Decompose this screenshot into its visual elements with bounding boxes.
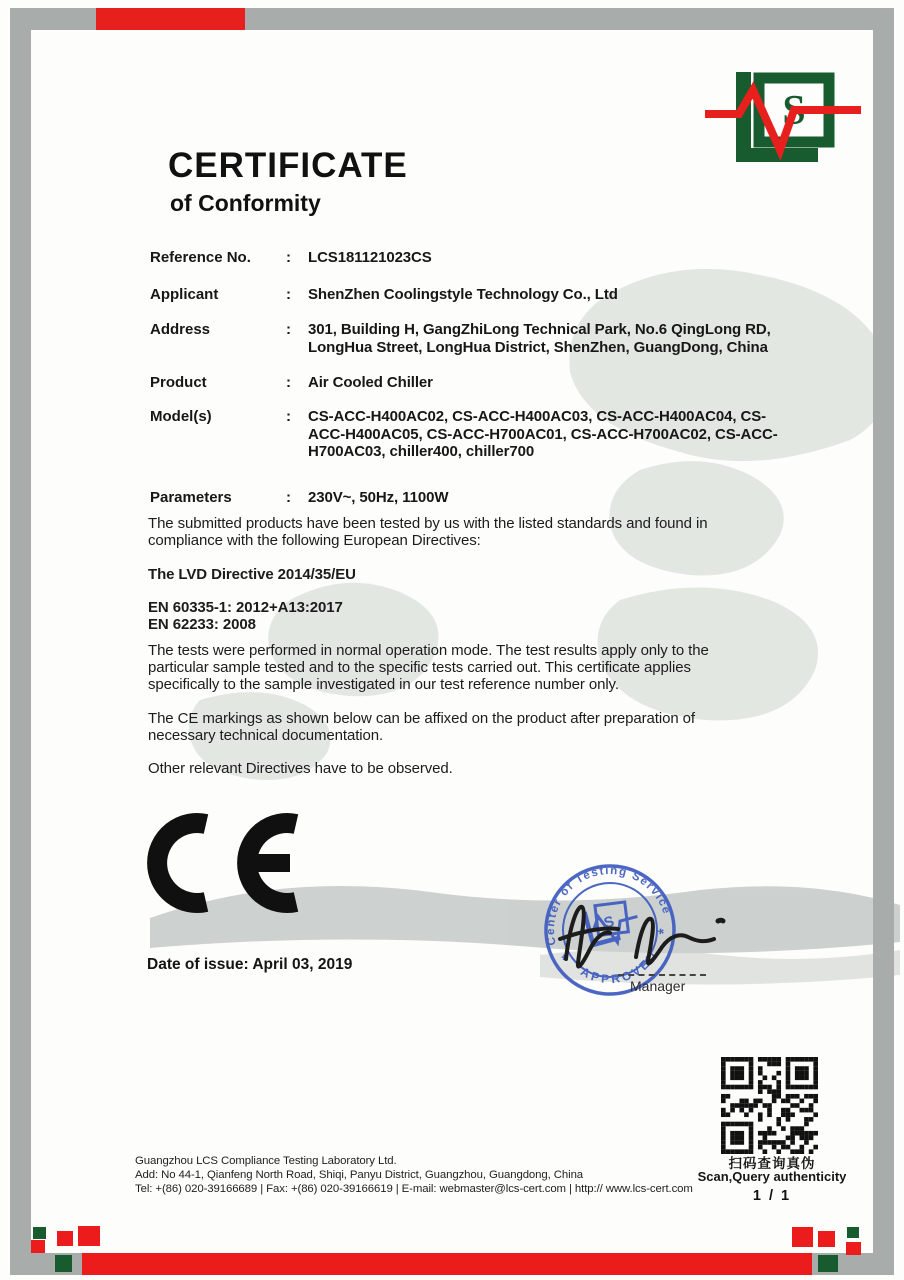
stamp-arc-bottom-text: APPROVED — [578, 947, 661, 987]
field-value: LCS181121023CS — [308, 249, 432, 266]
field-separator: : — [286, 286, 291, 303]
field-row-models — [150, 408, 790, 461]
intro-paragraph: The submitted products have been tested by us with the listed standards and found in compliance with the following European Directives: — [148, 515, 708, 549]
deco-square-red — [31, 1240, 45, 1253]
deco-square-red — [57, 1231, 73, 1246]
other-directives-paragraph: Other relevant Directives have to be observed. — [148, 760, 453, 777]
field-value: 301, Building H, GangZhiLong Technical Park, No.6 QingLong RD, LongHua Street, LongHua District, ShenZhen, GuangDong, China — [308, 321, 771, 356]
field-value: 230V~, 50Hz, 1100W — [308, 489, 449, 506]
qr-caption-en: Scan,Query authenticity — [697, 1169, 847, 1184]
qr-code — [721, 1057, 818, 1154]
directive-line: The LVD Directive 2014/35/EU — [148, 566, 356, 583]
standard-line-1: EN 60335-1: 2012+A13:2017 — [148, 599, 343, 616]
deco-square-red — [78, 1226, 100, 1246]
deco-square-green — [55, 1255, 72, 1272]
signature-line — [618, 974, 706, 976]
stamp-star-right: * — [656, 925, 667, 944]
field-separator: : — [286, 321, 291, 338]
qr-caption-zh: 扫码查询真伪 — [728, 1156, 816, 1171]
field-separator: : — [286, 374, 291, 391]
field-separator: : — [286, 249, 291, 266]
stamp-star-left: * — [560, 951, 571, 970]
footer-address: Add: No 44-1, Qianfeng North Road, Shiqi, Panyu District, Guangzhou, Guangdong, China — [135, 1168, 584, 1181]
field-row-address — [150, 321, 790, 356]
deco-square-red — [792, 1227, 813, 1247]
field-value: CS-ACC-H400AC02, CS-ACC-H400AC03, CS-ACC-H400AC04, CS-ACC-H400AC05, CS-ACC-H700AC01, CS-ACC-H700AC02, CS-ACC-H700AC03, chiller400, chiller700 — [308, 408, 778, 460]
frame-left-bar — [10, 8, 31, 1274]
field-label: Product — [150, 374, 207, 391]
lcs-logo-icon — [703, 66, 868, 178]
frame-bottom-red-segment — [82, 1253, 812, 1275]
field-row-reference — [150, 249, 790, 267]
page-title: CERTIFICATE — [168, 146, 408, 185]
field-row-applicant — [150, 286, 790, 304]
field-label: Applicant — [150, 286, 219, 303]
field-value: ShenZhen Coolingstyle Technology Co., Ltd — [308, 286, 618, 303]
field-row-parameters — [150, 489, 790, 507]
deco-square-red — [846, 1242, 861, 1255]
date-of-issue: Date of issue: April 03, 2019 — [147, 956, 353, 973]
field-separator: : — [286, 408, 291, 425]
field-label: Parameters — [150, 489, 232, 506]
stamp-arc-top-text: Center of Testing Service — [544, 864, 673, 947]
field-value: Air Cooled Chiller — [308, 374, 433, 391]
signer-title: Manager — [630, 978, 686, 994]
manager-signature — [552, 893, 732, 981]
footer-block — [135, 1155, 693, 1196]
deco-square-green — [818, 1255, 838, 1272]
logo-letter-s: S — [782, 88, 806, 134]
field-label: Reference No. — [150, 249, 251, 266]
field-label: Address — [150, 321, 211, 338]
ce-markings-paragraph: The CE markings as shown below can be affixed on the product after preparation of necessary technical documentation. — [148, 710, 695, 744]
field-separator: : — [286, 489, 291, 506]
frame-top-red-segment — [96, 8, 245, 30]
page-indicator: 1 / 1 — [752, 1188, 792, 1204]
field-row-product — [150, 374, 790, 392]
stamp-letter-s: S — [601, 912, 617, 933]
field-label: Model(s) — [150, 408, 212, 425]
footer-company: Guangzhou LCS Compliance Testing Laboratory Ltd. — [135, 1155, 397, 1167]
deco-square-green — [847, 1227, 859, 1238]
tests-paragraph: The tests were performed in normal operation mode. The test results apply only to the particular sample tested and to the specific tests carried out. This certificate applies specifically to the sample investigated in our test reference number only. — [148, 642, 709, 693]
standard-line-2: EN 62233: 2008 — [148, 616, 256, 633]
footer-contacts: Tel: +(86) 020-39166689 | Fax: +(86) 020-39166619 | E-mail: webmaster@lcs-cert.com | http:// www.lcs-cert.com — [135, 1182, 693, 1195]
page-subtitle: of Conformity — [170, 190, 321, 216]
deco-square-green — [33, 1227, 46, 1239]
frame-right-bar — [873, 8, 894, 1274]
ce-mark-icon — [146, 812, 304, 914]
deco-square-red — [818, 1231, 835, 1247]
